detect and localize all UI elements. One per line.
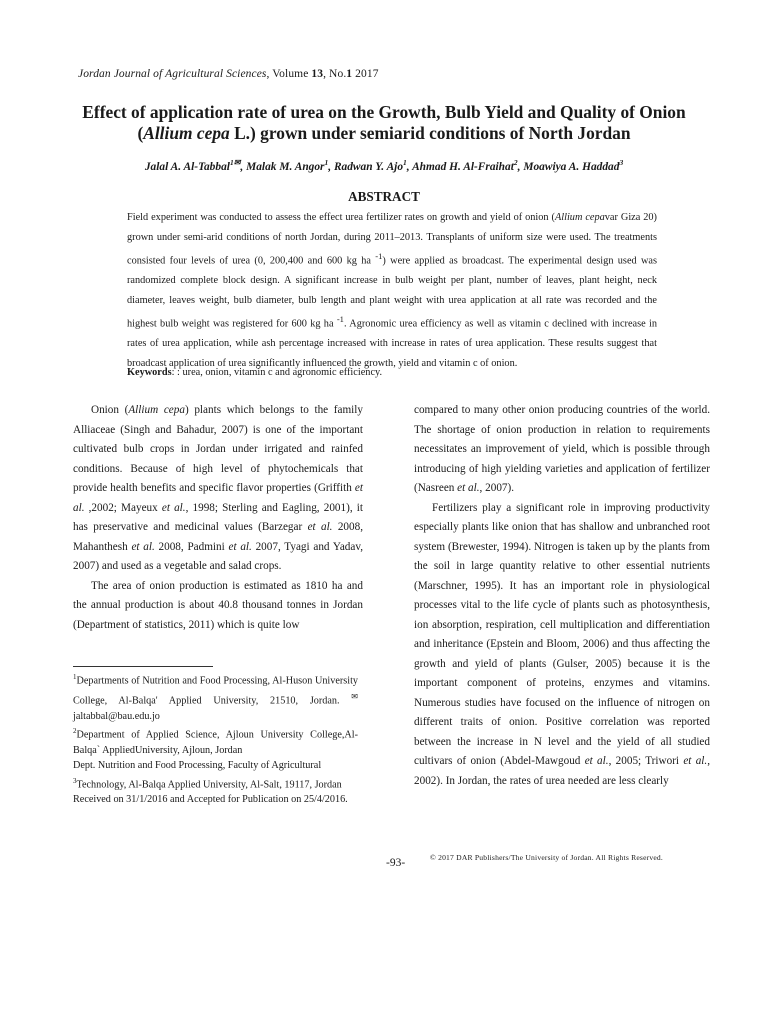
species-name: Allium cepa	[143, 123, 230, 143]
volume-label: , Volume	[266, 68, 312, 80]
copyright-notice: © 2017 DAR Publishers/The University of Jordan. All Rights Reserved.	[430, 853, 664, 862]
footnotes	[73, 670, 358, 808]
keywords-text: : : urea, onion, vitamin c and agronomic efficiency.	[171, 367, 383, 378]
page-number: -93-	[386, 857, 406, 869]
body-paragraph: Onion (Allium cepa) plants which belongs to the family Alliaceae (Singh and Bahadur, 2007) is one of the important cultivated bulb crops in Jordan under irrigated and rainfed conditions. Because of high level of phytochemicals that provide health benefits and specific flavor properties (Griffith et al. ,2002; Mayeux et al., 1998; Sterling and Eagling, 2001), it has preservative and medicinal values (Barzegar et al. 2008, Mahanthesh et al. 2008, Padmini et al. 2007, Tyagi and Yadav, 2007) and used as a vegetable and salad crops.	[73, 404, 364, 572]
journal-citation-line	[78, 68, 379, 80]
footnote-divider	[73, 666, 213, 667]
body-paragraph: Fertilizers play a significant role in improving productivity especially plants like onion that has shallow and unbranched root system (Brewester, 1994). Nitrogen is taken up by the plants from the soil in large quantity relative to other essential nutrients (Marschner, 1995). It has an important role in physiological processes vital to the life cycle of plants such as photosynthesis, ion absorption, respiration, cell multiplication and differentiation and inheritance (Epstein and Bloom, 2006) and thus affecting the growth and yield of plants (Gulser, 2005) because it is the important component of proteins, enzymes and vitamins. Numerous studies have focused on the influence of nitrogen on different traits of onion. Positive correlation was reported between the increase in N level and the yield of all studied cultivars of onion (Abdel-Mawgoud et al., 2005; Triwori et al., 2002). In Jordan, the rates of urea needed are less clearly	[414, 501, 710, 787]
author-name: Malak M. Angor	[246, 160, 325, 173]
author-list: Jalal A. Al-Tabbal$^1$✉, Malak M. Angor$^1$, Radwan Y. Ajo$^1$, Ahmad H. Al-Fraihat$^2$, Moawiya A. Haddad$^3$	[144, 158, 624, 173]
envelope-icon: ✉	[351, 691, 358, 701]
journal-year: 2017	[355, 68, 379, 80]
issue-label: , No.	[323, 68, 347, 80]
keywords-line	[127, 367, 382, 378]
paper-title	[60, 102, 708, 144]
body-paragraph: compared to many other onion producing countries of the world. The shortage of onion production in relation to requirements necessitates an improvement of yield, which is possible through introducing of high yielding varieties and application of fertilizer (Nasreen et al., 2007).	[414, 404, 710, 494]
author-name: Moawiya A. Haddad	[523, 160, 620, 173]
paper-title-line1: Effect of application rate of urea on the Growth, Bulb Yield and Quality of Onion	[82, 102, 686, 122]
volume-number: 13	[311, 68, 324, 80]
footnote-affiliation-2: $^2$Department of Applied Science, Ajloun University College,Al-Balqa` AppliedUniversity, Ajloun, Jordan	[73, 727, 358, 756]
abstract-heading: ABSTRACT	[348, 189, 420, 204]
received-accepted-dates: Received on 31/1/2016 and Accepted for Publication on 25/4/2016.	[73, 794, 348, 806]
paper-title-line2: (Allium cepa L.) grown under semiarid conditions of North Jordan	[137, 123, 631, 143]
footnote-affiliation-3b: $^3$Technology, Al-Balqa Applied University, Al-Salt, 19117, Jordan	[73, 776, 342, 790]
abstract-text: Field experiment was conducted to assess the effect urea fertilizer rates on growth and yield of onion (Allium cepavar Giza 20) grown under semi-arid conditions of north Jordan, during 2011–2013. Transplants of uniform size were used. The treatments consisted four levels of urea (0, 200,400 and 600 kg ha $^{-1}$) were applied as broadcast. The experimental design used was randomized complete block design. A significant increase in bulb weight per plant, number of leaves, plant height, neck diameter, leaves weight, bulb diameter, bulb length and plant weight with urea application at all rate was recorded and the highest bulb weight was registered for 600 kg ha $^{-1}$. Agronomic urea efficiency as well as vitamin c declined with increase in rates of urea application, while ash percentage increased with increase in rates of urea application. These results suggest that broadcast application of urea significantly influenced the growth, yield and vitamin c of onion.	[127, 212, 657, 369]
footnote-affiliation-3a: Dept. Nutrition and Food Processing, Faculty of Agricultural	[73, 760, 322, 772]
author-name: Jalal A. Al-Tabbal	[144, 160, 230, 173]
author-email[interactable]: jaltabbal@bau.edu.jo	[73, 710, 160, 722]
body-paragraph: The area of onion production is estimated as 1810 ha and the annual production is about 40.8 thousand tonnes in Jordan (Department of statistics, 2011) which is quite low	[73, 579, 363, 631]
envelope-icon: ✉	[233, 158, 241, 167]
species-name: Allium cepa	[554, 212, 605, 223]
body-column-right	[414, 401, 710, 791]
keywords-label: Keywords	[127, 367, 172, 378]
footnote-affiliation-1: $^1$Departments of Nutrition and Food Processing, Al-Huson University College, Al-Balqa' Applied University, 21510, Jordan. ✉jaltabbal@bau.edu.jo	[73, 673, 358, 722]
issue-number: 1	[346, 68, 353, 80]
journal-name: Jordan Journal of Agricultural Sciences	[78, 68, 267, 80]
body-column-left	[73, 401, 363, 635]
author-name: Radwan Y. Ajo	[333, 160, 404, 173]
author-name: Ahmad H. Al-Fraihat	[412, 160, 514, 173]
